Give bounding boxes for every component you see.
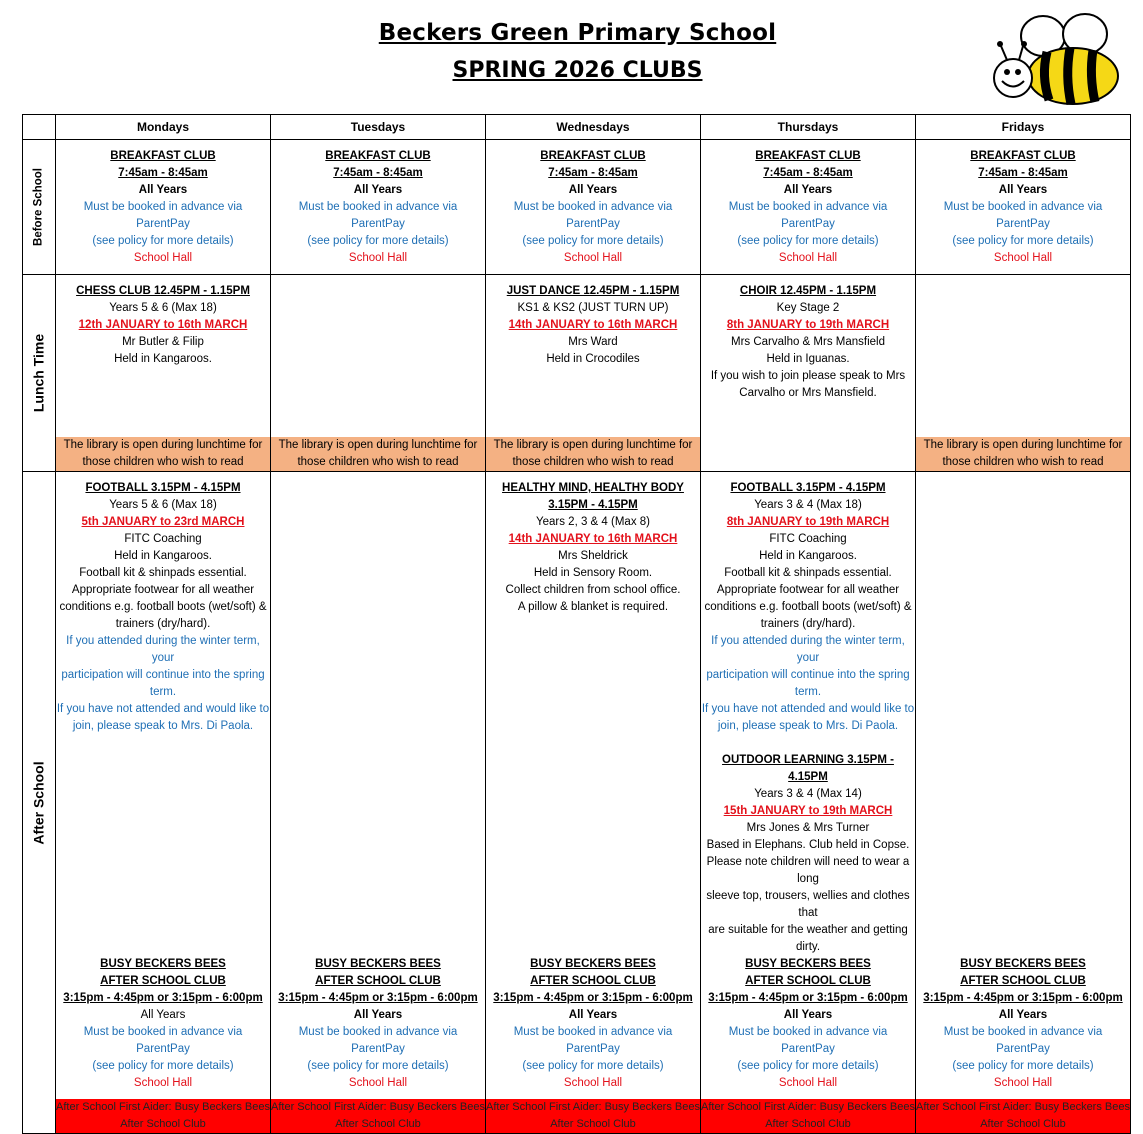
outdoor-learning-staff: Mrs Jones & Mrs Turner [746, 822, 870, 834]
row-label-lunch-time: Lunch Time [23, 275, 56, 472]
busy-title: BUSY BECKERS BEES [960, 958, 1086, 970]
breakfast-title: BREAKFAST CLUB [540, 150, 646, 162]
after-school-row [23, 472, 1131, 1134]
breakfast-booking: Must be booked in advance via ParentPay [83, 201, 243, 230]
football-footwear-line2: conditions e.g. football boots (wet/soft) & [59, 601, 267, 613]
busy-subtitle: AFTER SCHOOL CLUB [315, 975, 441, 987]
just-dance-title: JUST DANCE 12.45PM - 1.15PM [506, 285, 680, 297]
breakfast-time: 7:45am - 8:45am [978, 167, 1068, 179]
term-title: SPRING 2026 CLUBS [452, 58, 703, 83]
breakfast-policy: (see policy for more details) [307, 235, 449, 247]
breakfast-years: All Years [783, 184, 833, 196]
busy-location: School Hall [563, 1077, 623, 1089]
football-info-line4: join, please speak to Mrs. Di Paola. [717, 720, 899, 732]
chess-club-staff: Mr Butler & Filip [122, 336, 204, 348]
busy-booking: Must be booked in advance via ParentPay [83, 1026, 243, 1055]
breakfast-policy: (see policy for more details) [92, 235, 234, 247]
chess-club-location: Held in Kangaroos. [114, 353, 212, 365]
breakfast-booking: Must be booked in advance via ParentPay [728, 201, 888, 230]
breakfast-time: 7:45am - 8:45am [548, 167, 638, 179]
busy-policy: (see policy for more details) [737, 1060, 879, 1072]
busy-time: 3:15pm - 4:45pm or 3:15pm - 6:00pm [63, 992, 263, 1004]
busy-subtitle: AFTER SCHOOL CLUB [960, 975, 1086, 987]
busy-time: 3:15pm - 4:45pm or 3:15pm - 6:00pm [923, 992, 1123, 1004]
after-cell-wednesday [486, 472, 701, 1134]
busy-title: BUSY BECKERS BEES [745, 958, 871, 970]
breakfast-title: BREAKFAST CLUB [110, 150, 216, 162]
football-info-line1: If you attended during the winter term, your [66, 635, 260, 664]
first-aider-notice: After School First Aider: Busy Beckers Bees After School Club [56, 1099, 270, 1133]
breakfast-club-cell [916, 140, 1131, 275]
outdoor-learning-dates: 15th JANUARY to 19th MARCH [723, 805, 893, 817]
day-header-tuesday: Tuesdays [271, 115, 486, 140]
busy-subtitle: AFTER SCHOOL CLUB [745, 975, 871, 987]
lunch-cell-monday [56, 275, 271, 472]
day-header-wednesday: Wednesdays [486, 115, 701, 140]
just-dance-dates: 14th JANUARY to 16th MARCH [508, 319, 678, 331]
breakfast-club-cell [271, 140, 486, 275]
library-notice: The library is open during lunchtime for those children who wish to read [916, 437, 1130, 471]
breakfast-time: 7:45am - 8:45am [333, 167, 423, 179]
after-cell-tuesday [271, 472, 486, 1134]
busy-years: All Years [353, 1009, 403, 1021]
choir-note-line1: If you wish to join please speak to Mrs [710, 370, 906, 382]
breakfast-location: School Hall [133, 252, 193, 264]
busy-beckers-block [486, 956, 700, 1099]
busy-time: 3:15pm - 4:45pm or 3:15pm - 6:00pm [493, 992, 693, 1004]
busy-location: School Hall [133, 1077, 193, 1089]
busy-subtitle: AFTER SCHOOL CLUB [530, 975, 656, 987]
healthy-mind-years: Years 2, 3 & 4 (Max 8) [536, 516, 650, 528]
breakfast-location: School Hall [778, 252, 838, 264]
football-footwear-line1: Appropriate footwear for all weather [716, 584, 900, 596]
breakfast-club-cell [701, 140, 916, 275]
breakfast-years: All Years [998, 184, 1048, 196]
breakfast-years: All Years [138, 184, 188, 196]
breakfast-club-cell [486, 140, 701, 275]
breakfast-location: School Hall [993, 252, 1053, 264]
library-notice: The library is open during lunchtime for those children who wish to read [486, 437, 700, 471]
football-location: Held in Kangaroos. [759, 550, 857, 562]
choir-note-line2: Carvalho or Mrs Mansfield. [739, 387, 877, 399]
chess-club-dates: 12th JANUARY to 16th MARCH [78, 319, 248, 331]
football-location: Held in Kangaroos. [114, 550, 212, 562]
football-kit: Football kit & shinpads essential. [724, 567, 892, 579]
football-title: FOOTBALL 3.15PM - 4.15PM [85, 482, 241, 494]
busy-booking: Must be booked in advance via ParentPay [943, 1026, 1103, 1055]
busy-title: BUSY BECKERS BEES [530, 958, 656, 970]
first-aider-notice: After School First Aider: Busy Beckers Bees After School Club [271, 1099, 485, 1133]
busy-title: BUSY BECKERS BEES [100, 958, 226, 970]
football-coach: FITC Coaching [769, 533, 847, 545]
busy-time: 3:15pm - 4:45pm or 3:15pm - 6:00pm [708, 992, 908, 1004]
breakfast-years: All Years [568, 184, 618, 196]
football-info-line3: If you have not attended and would like to [56, 703, 270, 715]
football-dates: 8th JANUARY to 19th MARCH [726, 516, 890, 528]
football-years: Years 3 & 4 (Max 18) [754, 499, 862, 511]
busy-booking: Must be booked in advance via ParentPay [513, 1026, 673, 1055]
library-notice: The library is open during lunchtime for those children who wish to read [56, 437, 270, 471]
chess-club-title: CHESS CLUB 12.45PM - 1.15PM [76, 285, 250, 297]
healthy-mind-title: HEALTHY MIND, HEALTHY BODY [502, 482, 684, 494]
breakfast-title: BREAKFAST CLUB [970, 150, 1076, 162]
first-aider-notice: After School First Aider: Busy Beckers Bees After School Club [701, 1099, 915, 1133]
outdoor-learning-note-line2: sleeve top, trousers, wellies and clothes that [706, 890, 910, 919]
breakfast-policy: (see policy for more details) [737, 235, 879, 247]
just-dance-staff: Mrs Ward [568, 336, 618, 348]
outdoor-learning-title: OUTDOOR LEARNING 3.15PM - 4.15PM [722, 754, 894, 783]
lunch-time-row [23, 275, 1131, 472]
busy-location: School Hall [778, 1077, 838, 1089]
football-dates: 5th JANUARY to 23rd MARCH [81, 516, 245, 528]
day-header-monday: Mondays [56, 115, 271, 140]
day-header-row [23, 115, 1131, 140]
outdoor-learning-location: Based in Elephans. Club held in Copse. [706, 839, 910, 851]
busy-beckers-block [56, 956, 270, 1099]
busy-years: All Years [998, 1009, 1048, 1021]
busy-beckers-block [916, 956, 1130, 1099]
row-label-after-school: After School [23, 472, 56, 1134]
football-years: Years 5 & 6 (Max 18) [109, 499, 217, 511]
healthy-mind-time: 3.15PM - 4.15PM [548, 499, 638, 511]
football-title: FOOTBALL 3.15PM - 4.15PM [730, 482, 886, 494]
choir-staff: Mrs Carvalho & Mrs Mansfield [730, 336, 885, 348]
first-aider-notice: After School First Aider: Busy Beckers Bees After School Club [916, 1099, 1130, 1133]
first-aider-notice: After School First Aider: Busy Beckers Bees After School Club [486, 1099, 700, 1133]
healthy-mind-collect: Collect children from school office. [505, 584, 681, 596]
clubs-timetable [22, 114, 1131, 1134]
outdoor-learning-note-line1: Please note children will need to wear a long [706, 856, 910, 885]
football-footwear-line3: trainers (dry/hard). [115, 618, 211, 630]
busy-booking: Must be booked in advance via ParentPay [298, 1026, 458, 1055]
healthy-mind-dates: 14th JANUARY to 16th MARCH [508, 533, 678, 545]
football-info-line2: participation will continue into the spring term. [61, 669, 265, 698]
choir-years: Key Stage 2 [776, 302, 840, 314]
busy-title: BUSY BECKERS BEES [315, 958, 441, 970]
busy-years: All Years [568, 1009, 618, 1021]
breakfast-club-cell [56, 140, 271, 275]
football-info-line2: participation will continue into the spring term. [706, 669, 910, 698]
outdoor-learning-note-line3: are suitable for the weather and getting dirty. [708, 924, 908, 953]
outdoor-learning-years: Years 3 & 4 (Max 14) [754, 788, 862, 800]
lunch-cell-friday [916, 275, 1131, 472]
just-dance-location: Held in Crocodiles [546, 353, 640, 365]
before-school-row [23, 140, 1131, 275]
healthy-mind-location: Held in Sensory Room. [533, 567, 653, 579]
choir-title: CHOIR 12.45PM - 1.15PM [739, 285, 877, 297]
day-header-friday: Fridays [916, 115, 1131, 140]
football-footwear-line3: trainers (dry/hard). [760, 618, 856, 630]
breakfast-location: School Hall [348, 252, 408, 264]
just-dance-years: KS1 & KS2 (JUST TURN UP) [517, 302, 669, 314]
busy-booking: Must be booked in advance via ParentPay [728, 1026, 888, 1055]
busy-time: 3:15pm - 4:45pm or 3:15pm - 6:00pm [278, 992, 478, 1004]
breakfast-years: All Years [353, 184, 403, 196]
busy-policy: (see policy for more details) [952, 1060, 1094, 1072]
corner-cell [23, 115, 56, 140]
lunch-cell-thursday [701, 275, 916, 472]
breakfast-time: 7:45am - 8:45am [763, 167, 853, 179]
breakfast-time: 7:45am - 8:45am [118, 167, 208, 179]
busy-years: All Years [140, 1009, 186, 1021]
busy-beckers-block [701, 956, 915, 1099]
after-cell-friday [916, 472, 1131, 1134]
lunch-cell-tuesday [271, 275, 486, 472]
busy-policy: (see policy for more details) [522, 1060, 664, 1072]
healthy-mind-pillow: A pillow & blanket is required. [517, 601, 669, 613]
school-name: Beckers Green Primary School [378, 20, 777, 46]
after-cell-monday [56, 472, 271, 1134]
row-label-before-school: Before School [23, 140, 56, 275]
choir-dates: 8th JANUARY to 19th MARCH [726, 319, 890, 331]
choir-location: Held in Iguanas. [766, 353, 850, 365]
busy-location: School Hall [993, 1077, 1053, 1089]
breakfast-location: School Hall [563, 252, 623, 264]
breakfast-title: BREAKFAST CLUB [325, 150, 431, 162]
football-info-line1: If you attended during the winter term, your [711, 635, 905, 664]
football-footwear-line2: conditions e.g. football boots (wet/soft) & [704, 601, 912, 613]
football-footwear-line1: Appropriate footwear for all weather [71, 584, 255, 596]
day-header-thursday: Thursdays [701, 115, 916, 140]
breakfast-policy: (see policy for more details) [522, 235, 664, 247]
lunch-cell-wednesday [486, 275, 701, 472]
football-kit: Football kit & shinpads essential. [79, 567, 247, 579]
football-coach: FITC Coaching [124, 533, 202, 545]
breakfast-booking: Must be booked in advance via ParentPay [943, 201, 1103, 230]
bee-logo-icon [985, 8, 1125, 108]
breakfast-title: BREAKFAST CLUB [755, 150, 861, 162]
chess-club-years: Years 5 & 6 (Max 18) [109, 302, 217, 314]
breakfast-booking: Must be booked in advance via ParentPay [513, 201, 673, 230]
healthy-mind-staff: Mrs Sheldrick [558, 550, 628, 562]
busy-policy: (see policy for more details) [92, 1060, 234, 1072]
breakfast-booking: Must be booked in advance via ParentPay [298, 201, 458, 230]
busy-location: School Hall [348, 1077, 408, 1089]
busy-subtitle: AFTER SCHOOL CLUB [100, 975, 226, 987]
football-info-line3: If you have not attended and would like to [701, 703, 915, 715]
busy-policy: (see policy for more details) [307, 1060, 449, 1072]
busy-beckers-block [271, 956, 485, 1099]
after-cell-thursday [701, 472, 916, 1134]
football-info-line4: join, please speak to Mrs. Di Paola. [72, 720, 254, 732]
breakfast-policy: (see policy for more details) [952, 235, 1094, 247]
busy-years: All Years [783, 1009, 833, 1021]
library-notice: The library is open during lunchtime for those children who wish to read [271, 437, 485, 471]
